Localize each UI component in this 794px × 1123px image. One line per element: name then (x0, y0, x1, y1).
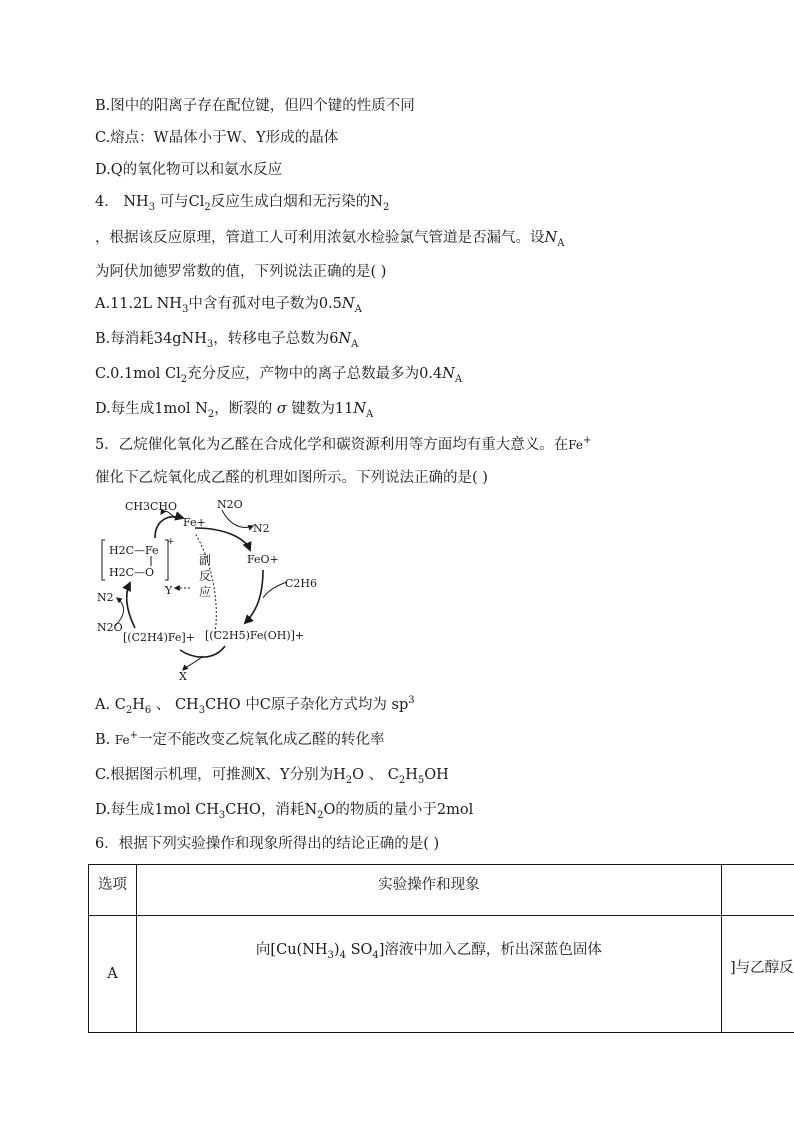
label-n2-left: N2 (97, 591, 114, 604)
option-5c: C.根据图示机理，可推测X、Y分别为$H_2O$ 、 $C_2H_5OH$ (95, 767, 449, 786)
option-3d: D.Q的氧化物可以和氨水反应 (95, 162, 283, 178)
label-n2o-left: N2O (97, 621, 123, 634)
option-4a: A.11.2L $NH_3$中含有孤对电子数为$0.5N_A$ (95, 296, 362, 315)
label-fe-plus: Fe+ (183, 516, 206, 529)
question-4-line3: 为阿伏加德罗常数的值，下列说法正确的是( ) (95, 264, 387, 280)
option-4b: B.每消耗34gNH$_3$，转移电子总数为$6N_A$ (95, 331, 359, 350)
question-6-stem: 6．根据下列实验操作和现象所得出的结论正确的是( ) (95, 836, 440, 852)
label-side-3: 应 (199, 585, 212, 599)
row-a-operation: 向[$Cu(NH_3)_4$ $SO_4$]溶液中加入乙醇，析出深蓝色固体 (136, 916, 721, 1033)
arrow-feo-to-c2h5 (245, 570, 263, 623)
row-a-conclusion: ]与乙醇反 (721, 916, 794, 1033)
arrow-n2o-in-top (222, 510, 253, 527)
option-5a: A. $C_2H_6$ 、 $CH_3CHO$ 中C原子杂化方式均为 $sp^3$ (95, 695, 415, 716)
label-c2h6: C2H6 (285, 577, 318, 590)
arrow-c2h5-to-c2h4 (180, 646, 225, 657)
arrow-fe-to-feo (195, 528, 250, 550)
option-3c: C.熔点：W晶体小于W、Y形成的晶体 (95, 130, 339, 146)
label-side-1: 副 (199, 553, 212, 567)
arrow-cyclic-to-fe (155, 517, 183, 538)
header-col1: 选项 (89, 865, 137, 916)
label-side-2: 反 (199, 569, 212, 583)
option-5d: D.每生成1mol $CH_3CHO$，消耗$N_2O$的物质的量小于2mol (95, 802, 474, 821)
label-h2c-fe: H2C—Fe (109, 544, 159, 557)
label-c2h4fe: [(C2H4)Fe]+ (123, 631, 195, 644)
header-col3 (721, 865, 794, 916)
question-5-line2: 催化下乙烷氧化成乙醛的机理如图所示。下列说法正确的是( ) (95, 470, 488, 486)
option-5b: B. Fe+一定不能改变乙烷氧化成乙醛的转化率 (95, 730, 385, 748)
table-row (89, 916, 794, 1033)
label-n2-top: N2 (253, 522, 270, 535)
table-header-row (89, 865, 794, 916)
question-4-line2: ，根据该反应原理，管道工人可利用浓氨水检验氯气管道是否漏气。设$N_A$ (95, 230, 565, 249)
label-x: X (179, 670, 187, 683)
label-y: Y (165, 584, 173, 597)
option-4c: C.0.1mol $Cl_2$充分反应，产物中的离子总数最多为$0.4N_A$ (95, 366, 463, 385)
label-h2c-o: H2C—O (109, 566, 155, 579)
label-c2h5feoh: [(C2H5)Fe(OH)]+ (205, 629, 305, 642)
experiment-table (88, 864, 794, 1033)
row-a-label: A (89, 916, 137, 1033)
reaction-mechanism-diagram (95, 488, 325, 688)
label-n2o-top: N2O (217, 498, 243, 511)
label-bracket-plus: + (167, 537, 175, 547)
arrow-side-reaction (195, 533, 216, 633)
question-5-stem: 5．乙烷催化氧化为乙醛在合成化学和碳资源利用等方面均有重大意义。在Fe+ (95, 435, 592, 453)
header-col2: 实验操作和现象 (136, 865, 721, 916)
label-feo-plus: FeO+ (247, 553, 279, 566)
arrow-c2h4-to-cyclic (127, 583, 135, 628)
option-3b: B.图中的阳离子存在配位键，但四个键的性质不同 (95, 98, 415, 114)
label-ch3cho: CH3CHO (125, 500, 178, 513)
question-4-stem: 4． $NH_3$ 可与$Cl_2$反应生成白烟和无污染的$N_2$ (95, 194, 390, 213)
bracket-left (102, 540, 105, 580)
option-4d: D.每生成1mol $N_2$，断裂的 σ 键数为$11N_A$ (95, 401, 374, 420)
arrow-x-out (183, 656, 203, 670)
arrow-c2h6-in (263, 582, 287, 598)
